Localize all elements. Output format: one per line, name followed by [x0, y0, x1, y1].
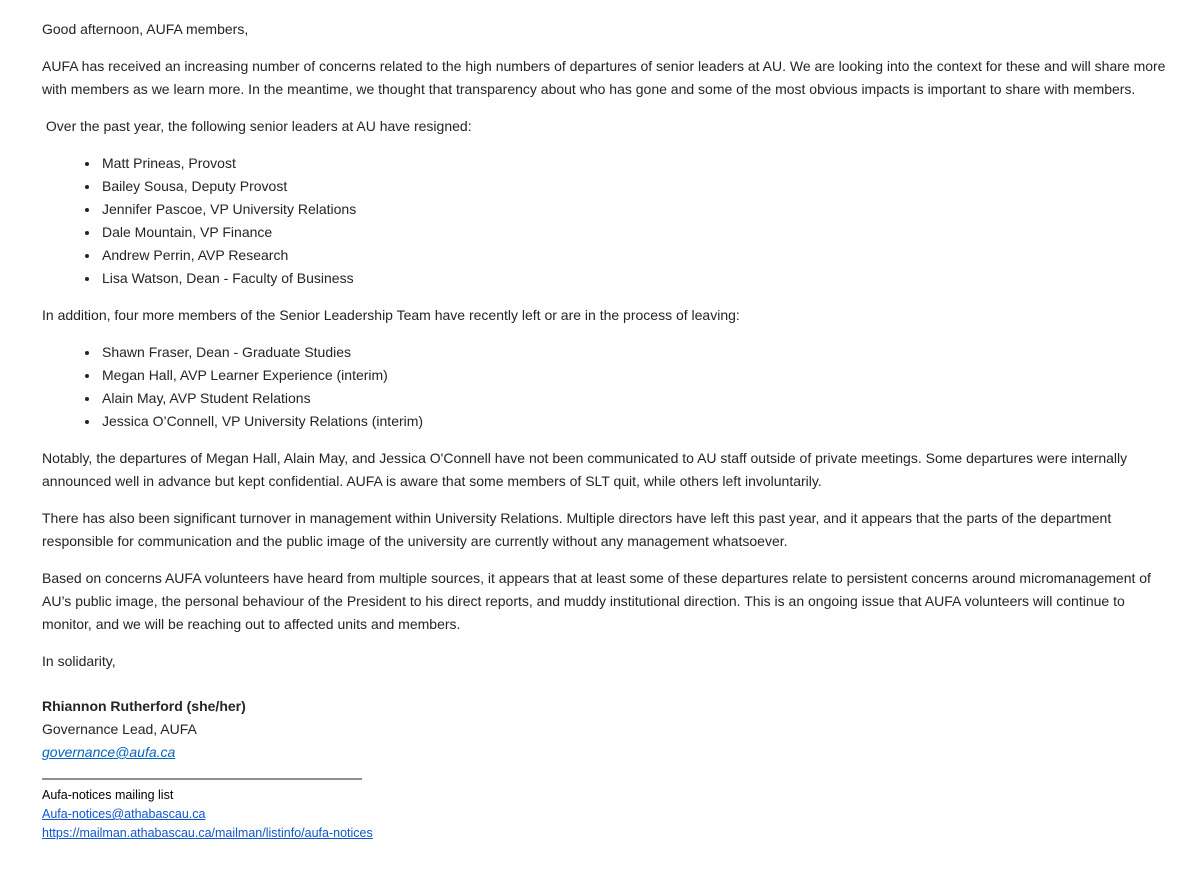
- leaving-list: [42, 341, 1178, 433]
- mailing-list-url-link[interactable]: https://mailman.athabascau.ca/mailman/listinfo/aufa-notices: [42, 826, 373, 840]
- paragraph-concerns: Based on concerns AUFA volunteers have heard from multiple sources, it appears that at least some of these departures relate to persistent concerns around micromanagement of AU’s public image, the personal behaviour of the President to his direct reports, and muddy institutional direction. This is an ongoing issue that AUFA volunteers will continue to monitor, and we will be reaching out to affected units and members.: [42, 570, 1151, 632]
- signature-role: Governance Lead, AUFA: [42, 721, 197, 737]
- mailing-list-name: Aufa-notices mailing list: [42, 788, 174, 802]
- list-item: • Jennifer Pascoe, VP University Relations: [100, 198, 1178, 221]
- signature-name: Rhiannon Rutherford (she/her): [42, 698, 246, 714]
- footer-divider: [42, 778, 362, 780]
- resigned-list: [42, 152, 1178, 290]
- list-item: • Andrew Perrin, AVP Research: [100, 244, 1178, 267]
- paragraph-resigned-lead: Over the past year, the following senior leaders at AU have resigned:: [42, 118, 472, 134]
- list-item: • Alain May, AVP Student Relations: [100, 387, 1178, 410]
- paragraph-turnover: There has also been significant turnover in management within University Relations. Multiple directors have left this past year, and it appears that the parts of the department responsible for communication and the public image of the university are currently without any management whatsoever.: [42, 510, 1112, 549]
- list-item: • Shawn Fraser, Dean - Graduate Studies: [100, 341, 1178, 364]
- paragraph-in-addition: In addition, four more members of the Senior Leadership Team have recently left or are in the process of leaving:: [42, 307, 740, 323]
- list-item: • Jessica O’Connell, VP University Relations (interim): [100, 410, 1178, 433]
- list-item: • Matt Prineas, Provost: [100, 152, 1178, 175]
- closing: In solidarity,: [42, 653, 116, 669]
- paragraph-notably: Notably, the departures of Megan Hall, Alain May, and Jessica O'Connell have not been communicated to AU staff outside of private meetings. Some departures were internally announced well in advance but kept confidential. AUFA is aware that some members of SLT quit, while others left involuntarily.: [42, 450, 1128, 489]
- list-item: • Bailey Sousa, Deputy Provost: [100, 175, 1178, 198]
- signature-email-link[interactable]: governance@aufa.ca: [42, 744, 176, 760]
- mailing-list-footer: [42, 778, 1178, 843]
- greeting: Good afternoon, AUFA members,: [42, 21, 249, 37]
- signature-block: [42, 695, 1178, 764]
- list-item: • Dale Mountain, VP Finance: [100, 221, 1178, 244]
- mailing-list-email-link[interactable]: Aufa-notices@athabascau.ca: [42, 807, 206, 821]
- list-item: • Megan Hall, AVP Learner Experience (interim): [100, 364, 1178, 387]
- list-item: • Lisa Watson, Dean - Faculty of Business: [100, 267, 1178, 290]
- paragraph-intro: AUFA has received an increasing number of concerns related to the high numbers of departures of senior leaders at AU. We are looking into the context for these and will share more with members as we learn more. In the meantime, we thought that transparency about who has gone and some of the most obvious impacts is important to share with members.: [42, 58, 1166, 97]
